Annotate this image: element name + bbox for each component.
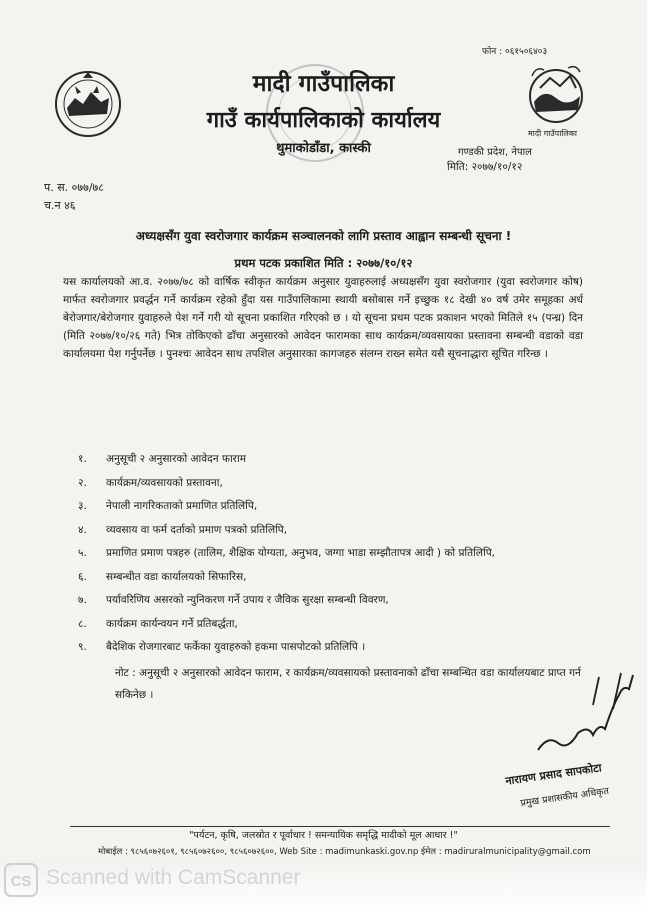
- list-item-text: कार्यक्रम/व्यवसायको प्रस्तावना,: [106, 476, 223, 489]
- office-address: थुमाकोडाँडा, कास्की: [276, 141, 371, 156]
- list-item-text: व्यवसाय वा फर्म दर्ताको प्रमाण पत्रको प्रतिलिपि,: [106, 523, 288, 536]
- footer-contact: मोबाईल : ९८५६०७२६०१, ९८५६०७२६००, ९८५६०७२६००, Web Site : madimunkaski.gov.np ईमेल : madiruralmunicipality@gmail.com: [98, 847, 591, 857]
- list-item-text: नेपाली नागरिकताको प्रमाणित प्रतिलिपि,: [106, 500, 258, 512]
- list-item-number: ६.: [78, 570, 87, 583]
- letter-ps-number: प. स. ०७७/७८: [44, 181, 104, 194]
- signatory-title: प्रमुख प्रशासकीय अधिकृत: [519, 785, 610, 810]
- list-item-number: ३.: [78, 500, 87, 512]
- phone-number: फोन : ०६१५०६४०३: [482, 47, 548, 57]
- notice-subject: अध्यक्षसँग युवा स्वरोजगार कार्यक्रम सञ्चालनको लागि प्रस्ताव आह्वान सम्बन्धी सूचना !: [135, 229, 512, 243]
- letter-date: मिति: २०७७/१०/१२: [447, 161, 523, 173]
- list-item: [78, 546, 548, 560]
- document-list: [78, 452, 548, 664]
- municipality-logo-label: मादी गाउँपालिका: [528, 129, 578, 138]
- signatory-name: नारायण प्रसाद सापकोटा: [504, 761, 603, 788]
- province-name: गण्डकी प्रदेश, नेपाल: [458, 147, 532, 158]
- list-item: [78, 640, 548, 654]
- list-item: [78, 452, 548, 466]
- camscanner-text: Scanned with CamScanner: [46, 866, 301, 889]
- camscanner-logo-text: CS: [10, 873, 32, 890]
- list-item: [78, 499, 548, 513]
- list-item-number: ८.: [78, 617, 87, 630]
- list-item-number: ४.: [78, 523, 87, 536]
- list-item-text: कार्यक्रम कार्यन्वयन गर्ने प्रतिबर्द्धता,: [106, 617, 238, 630]
- municipality-name: मादी गाउँपालिका: [252, 71, 395, 97]
- handwritten-signature-icon: [533, 665, 643, 765]
- list-item-number: ५.: [78, 547, 87, 559]
- list-item: [78, 617, 548, 631]
- list-item: [78, 476, 548, 490]
- list-item-number: ९.: [78, 641, 87, 653]
- publication-date: प्रथम पटक प्रकाशित मिति : २०७७/१०/१२: [234, 256, 413, 270]
- camscanner-logo-icon: [4, 863, 38, 897]
- footer-slogan: "पर्यटन, कृषि, जलस्रोत र पूर्वाधार ! समन्यायिक समृद्धि मादीको मूल आधार !": [189, 830, 458, 841]
- list-item-text: प्रमाणित प्रमाण पत्रहरु (तालिम, शैक्षिक योग्यता, अनुभव, जग्गा भाडा सम्झौतापत्र आदी ) को प्रतिलिपि,: [106, 547, 495, 559]
- list-item-text: बैदेशिक रोजगारबाट फर्केका युवाहरुको हकमा पासपोटको प्रतिलिपि ।: [106, 641, 366, 653]
- notice-body: यस कार्यालयको आ.व. २०७७/७८ को वार्षिक स्वीकृत कार्यक्रम अनुसार युवाहरुलाई अध्यक्षसँग युवा स्वरोजगार (युवा स्वरोजगार कोष) मार्फत स्वरोजगार प्रवर्द्धन गर्ने कार्यक्रम रहेको हुँदा यस गाउँपालिकामा स्थायी बसोबास गर्ने इच्छुक १८ देखी ४० वर्ष उमेर समूहका अर्ध बेरोजगार/बेरोजगार युवाहरुले पेश गर्ने गरी यो सूचना प्रकाशित गरिएको छ । यो सूचना प्रथम पटक प्रकाशन भएको मितिले १५ (पन्ध्र) दिन (मिति २०७७/१०/२६ गते) भित्र तोकिएको ढाँचा अनुसारको आवेदन फारामका साथ कार्यक्रम/व्यवसायका प्रस्तावना सम्बन्धी वडाको वडा कार्यालयमा पेश गर्नुपर्नेछ । पुनश्चः आवेदन साथ तपशिल अनुसारका कागजहरु संलग्न राख्न समेत यसै सूचनाद्धारा सूचित गरिन्छ ।: [63, 276, 583, 360]
- list-item: [78, 523, 548, 537]
- list-item-number: ७.: [78, 594, 87, 606]
- notice-note: नोट : अनुसूची २ अनुसारको आवेदन फाराम, र कार्यक्रम/व्यवसायको प्रस्तावनाको ढाँचा सम्बन्धित वडा कार्यालयबाट प्राप्त गर्न सकिनेछ ।: [115, 667, 581, 701]
- camscanner-watermark: [0, 860, 647, 910]
- list-item-text: पर्यावरिणिय असरको न्युनिकरण गर्ने उपाय र जैविक सुरक्षा सम्बन्धी विवरण,: [106, 594, 389, 606]
- list-item-number: १.: [78, 453, 87, 465]
- letter-cn-number: च.न ४६: [44, 199, 76, 212]
- list-item-number: २.: [78, 476, 87, 489]
- list-item: [78, 570, 548, 584]
- list-item-text: सम्बन्धीत वडा कार्यालयको सिफारिस,: [106, 570, 247, 583]
- footer-divider: [70, 826, 610, 827]
- office-name: गाउँ कार्यपालिकाको कार्यालय: [206, 108, 441, 133]
- list-item-text: अनुसूची २ अनुसारको आवेदन फाराम: [106, 453, 246, 465]
- list-item: [78, 593, 548, 607]
